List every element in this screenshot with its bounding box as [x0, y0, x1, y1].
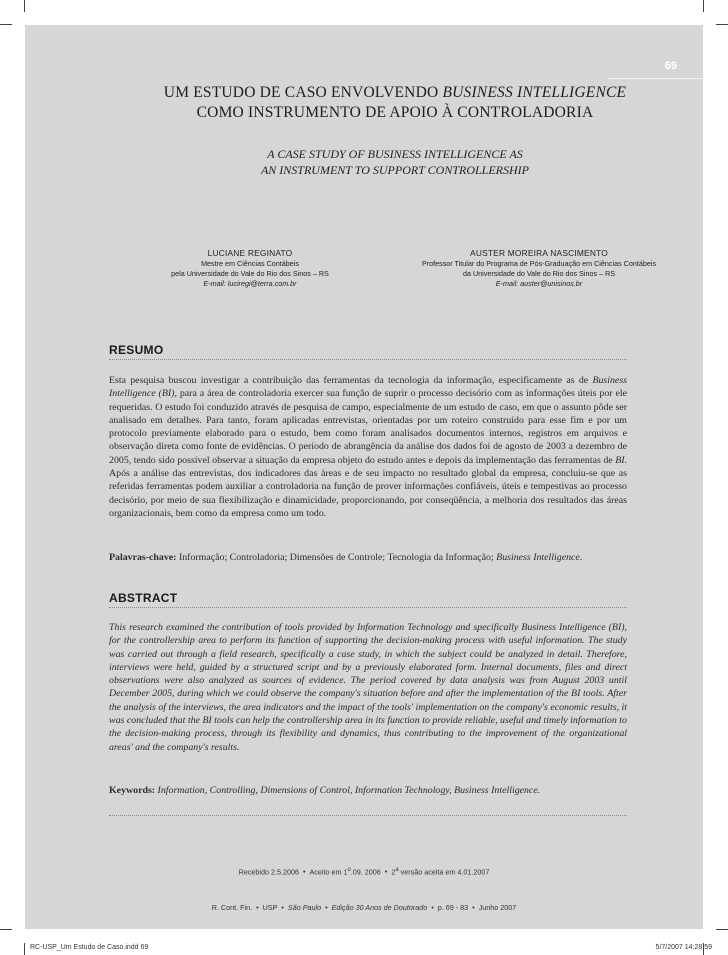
- resumo-text-italic: Business Intelligence (BI): [109, 375, 627, 400]
- author-email[interactable]: E-mail: luciregi@terra.com.br: [203, 279, 297, 288]
- abstract-divider: [109, 607, 627, 608]
- author-affiliation: da Universidade do Vale do Rio dos Sinos – RS: [462, 269, 616, 278]
- crop-mark: [716, 24, 728, 25]
- author-affiliation: Professor Titular do Programa de Pós-Graduação em Ciências Contábeis: [421, 259, 657, 268]
- abstract-end-divider: [109, 815, 627, 816]
- author-block: [389, 247, 689, 289]
- title-english: [95, 146, 695, 178]
- accepted-date: Aceito em 1: [309, 867, 348, 877]
- print-slug-file: RC-USP_Um Estudo de Caso.indd 69: [30, 944, 149, 951]
- bullet: •: [472, 903, 475, 912]
- palavras-chave-value: Informação; Controladoria; Dimensões de Controle; Tecnologia da Informação;: [176, 552, 497, 563]
- resumo-text: [109, 374, 627, 520]
- revised-date: 2: [391, 867, 396, 877]
- palavras-chave-end: .: [579, 552, 583, 563]
- resumo-divider: [109, 359, 627, 360]
- page-sheet: [25, 25, 703, 929]
- author-block: [115, 247, 385, 289]
- journal-name: R. Cont. Fin.: [211, 903, 253, 912]
- journal-org: USP: [262, 903, 278, 912]
- crop-mark: [24, 0, 25, 12]
- resumo-text-italic: BI: [615, 454, 625, 466]
- abstract-heading: ABSTRACT: [109, 591, 178, 605]
- journal-pages: p. 69 - 83: [437, 903, 469, 912]
- journal-date: Junho 2007: [478, 903, 517, 912]
- title-en-line2: AN INSTRUMENT TO SUPPORT CONTROLLERSHIP: [260, 163, 530, 177]
- page-number: 69: [664, 60, 677, 72]
- title-pt-line1-italic: BUSINESS INTELLIGENCE: [442, 84, 627, 101]
- title-pt-line1: UM ESTUDO DE CASO ENVOLVENDO: [163, 84, 443, 101]
- journal-footer: [25, 903, 703, 912]
- title-portuguese: [95, 83, 695, 123]
- keywords-label: Keywords:: [109, 785, 156, 796]
- crop-mark: [0, 24, 12, 25]
- bullet: •: [302, 867, 306, 877]
- crop-mark: [703, 0, 704, 12]
- keywords: [109, 784, 627, 797]
- revised-date-sup: a: [395, 867, 399, 873]
- journal-edition: Edição 30 Anos de Doutorado: [331, 903, 428, 912]
- resumo-text-part: , para a área de controladoria exercer sua função de suprir o processo decisório com as informações úteis por ele requeridas. O estudo foi conduzido através de pesquisa de campo, especialmente de um estudo de caso, em que o assunto pôde ser analisado em detalhes. Para tanto, foram aplicadas entrevistas, orientadas por um roteiro construído para esse fim e por um protocolo previamente elaborado para o estudo, bem como foram analisados documentos internos, registros em arquivos e observação direta como fonte de evidências. O período de abrangência da análise dos dados foi de agosto de 2003 a dezembro de 2005, tendo sido possível observar a situação da empresa objeto do estudo antes e depois da implementação das ferramentas de: [109, 388, 627, 466]
- title-pt-line2: COMO INSTRUMENTO DE APOIO À CONTROLADORIA: [196, 104, 594, 121]
- author-email[interactable]: E-mail: auster@unisinos.br: [495, 279, 583, 288]
- bullet: •: [256, 903, 259, 912]
- resumo-text-part: . Após a análise das entrevistas, dos indicadores das áreas e de seu impacto no resultado global da empresa, concluiu-se que as referidas ferramentas podem auxiliar a controladoria na função de prover informações confiáveis, úteis e tempestivas ao processo decisório, por meio de sua flexibilização e dinamicidade, proporcionando, por conseqüência, a melhoria dos resultados das áreas organizacionais, bem como da empresa como um todo.: [109, 454, 627, 519]
- bullet: •: [384, 867, 388, 877]
- crop-mark: [0, 929, 12, 930]
- bullet: •: [325, 903, 328, 912]
- palavras-chave: [109, 551, 627, 564]
- palavras-chave-label: Palavras-chave:: [109, 552, 177, 563]
- palavras-chave-italic: Business Intelligence: [496, 552, 580, 563]
- accepted-date-sup: o: [347, 867, 351, 873]
- received-date: Recebido 2.5.2006: [238, 867, 299, 877]
- author-affiliation: pela Universidade do Vale do Rio dos Sinos – RS: [171, 269, 329, 278]
- author-name: AUSTER MOREIRA NASCIMENTO: [470, 248, 608, 258]
- bullet: •: [431, 903, 434, 912]
- crop-mark: [716, 929, 728, 930]
- author-name: LUCIANE REGINATO: [207, 248, 293, 258]
- print-slug-timestamp: 5/7/2007 14:28:59: [655, 944, 712, 951]
- revised-date-end: versão aceita em 4.01.2007: [398, 867, 490, 877]
- page-number-rule: [608, 78, 703, 79]
- resumo-heading: RESUMO: [109, 343, 164, 357]
- title-en-line1: A CASE STUDY OF BUSINESS INTELLIGENCE AS: [267, 147, 523, 161]
- bullet: •: [281, 903, 284, 912]
- journal-city: São Paulo: [287, 903, 322, 912]
- author-affiliation: Mestre em Ciências Contábeis: [201, 259, 299, 268]
- resumo-text-part: Esta pesquisa buscou investigar a contribuição das ferramentas da tecnologia da informação, especificamente as de: [109, 375, 593, 386]
- accepted-date-end: .09. 2006: [350, 867, 381, 877]
- crop-mark: [24, 943, 25, 955]
- received-dates: [25, 867, 703, 876]
- abstract-text: This research examined the contribution of tools provided by Information Technology and specifically Business Intelligence (BI), for the controllership area to perform its function of supporting the decision-making process with useful information. The study was carried out through a field research, specifically a case study, in which the subject could be analyzed in detail. Therefore, interviews were held, guided by a structured script and by a previously elaborated form. Internal documents, files and direct observations were also analyzed as sources of evidence. The period covered by data analysis was from August 2003 until December 2005, during which we could observe the company's situation before and after the implementation of the BI tools. After the analysis of the interviews, the area indicators and the impact of the tools' implementation on the company's economic results, it was concluded that the BI tools can help the controllership area in its function to provide reliable, useful and timely information to the decision-making process, through its flexibility and dynamics, thus contributing to the improvement of the organizational areas' and the company's results.: [109, 622, 628, 753]
- keywords-value: Information, Controlling, Dimensions of Control, Information Technology, Business Intelligence.: [155, 785, 541, 796]
